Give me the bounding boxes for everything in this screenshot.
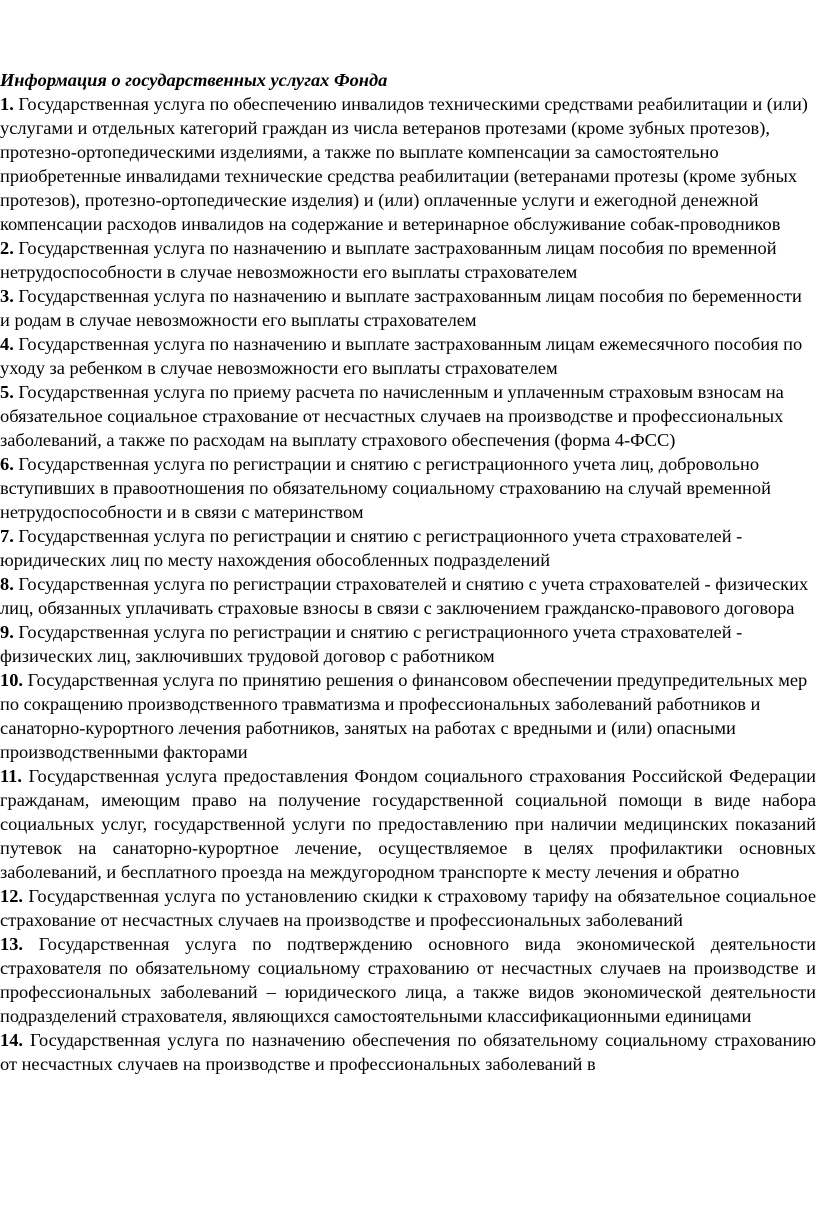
item-number: 4. xyxy=(0,334,14,354)
item-text: Государственная услуга по назначению и выплате застрахованным лицам ежемесячного пособия по уходу за ребенком в случае невозможности его выплаты страхователем xyxy=(0,334,803,378)
item-number: 13. xyxy=(0,934,23,954)
item-number: 11. xyxy=(0,766,22,786)
document-page xyxy=(0,68,816,1076)
item-text: Государственная услуга по назначению и выплате застрахованным лицам пособия по беременности и родам в случае невозможности его выплаты страхователем xyxy=(0,286,802,330)
item-text: Государственная услуга по регистрации и снятию с регистрационного учета лиц, добровольно вступивших в правоотношения по обязательному социальному страхованию на случай временной нетрудоспособности и в связи с материнством xyxy=(0,454,771,522)
item-text: Государственная услуга по регистрации страхователей и снятию с учета страхователей - физических лиц, обязанных уплачивать страховые взносы в связи с заключением гражданско-правового договора xyxy=(0,574,809,618)
item-text: Государственная услуга по обеспечению инвалидов техническими средствами реабилитации и (или) услугами и отдельных категорий граждан из числа ветеранов протезами (кроме зубных протезов), протезно-ортопедическими изделиями, а также по выплате компенсации за самостоятельно приобретенные инвалидами технические средства реабилитации (ветеранами протезы (кроме зубных протезов), протезно-ортопедические изделия) и (или) оплаченные услуги и ежегодной денежной компенсации расходов инвалидов на содержание и ветеринарное обслуживание собак-проводников xyxy=(0,94,808,234)
list-item xyxy=(0,620,816,668)
item-text: Государственная услуга по установлению скидки к страховому тарифу на обязательное социальное страхование от несчастных случаев на производстве и профессиональных заболеваний xyxy=(0,886,816,930)
item-text: Государственная услуга по регистрации и снятию с регистрационного учета страхователей - юридических лиц по месту нахождения обособленных подразделений xyxy=(0,526,743,570)
list-item xyxy=(0,932,816,1028)
item-text: Государственная услуга по принятию решения о финансовом обеспечении предупредительных мер по сокращению производственного травматизма и профессиональных заболеваний работников и санаторно-курортного лечения работников, занятых на работах с вредными и (или) опасными производственными факторами xyxy=(0,670,808,762)
list-item xyxy=(0,524,816,572)
list-item xyxy=(0,236,816,284)
list-item xyxy=(0,668,816,764)
item-number: 14. xyxy=(0,1030,23,1050)
item-number: 1. xyxy=(0,94,14,114)
list-item xyxy=(0,284,816,332)
item-number: 3. xyxy=(0,286,14,306)
item-number: 9. xyxy=(0,622,14,642)
item-text: Государственная услуга по назначению и выплате застрахованным лицам пособия по временной нетрудоспособности в случае невозможности его выплаты страхователем xyxy=(0,238,777,282)
list-item xyxy=(0,332,816,380)
item-text: Государственная услуга по подтверждению основного вида экономической деятельности страхователя по обязательному социальному страхованию от несчастных случаев на производстве и профессиональных заболеваний – юридического лица, а также видов экономической деятельности подразделений страхователя, являющихся самостоятельными классификационными единицами xyxy=(0,934,816,1026)
item-number: 7. xyxy=(0,526,14,546)
list-item xyxy=(0,452,816,524)
item-number: 5. xyxy=(0,382,14,402)
item-text: Государственная услуга предоставления Фондом социального страхования Российской Федерации гражданам, имеющим право на получение государственной социальной помощи в виде набора социальных услуг, государственной услуги по предоставлению при наличии медицинских показаний путевок на санаторно-курортное лечение, осуществляемое в целях профилактики основных заболеваний, и бесплатного проезда на междугородном транспорте к месту лечения и обратно xyxy=(0,766,816,882)
item-text: Государственная услуга по приему расчета по начисленным и уплаченным страховым взносам на обязательное социальное страхование от несчастных случаев на производстве и профессиональных заболеваний, а также по расходам на выплату страхового обеспечения (форма 4-ФСС) xyxy=(0,382,784,450)
list-item xyxy=(0,884,816,932)
item-number: 8. xyxy=(0,574,14,594)
list-item xyxy=(0,380,816,452)
item-number: 12. xyxy=(0,886,23,906)
document-title: Информация о государственных услугах Фонда xyxy=(0,70,388,90)
list-item xyxy=(0,1028,816,1076)
list-item xyxy=(0,92,816,236)
list-item xyxy=(0,764,816,884)
item-number: 2. xyxy=(0,238,14,258)
list-item xyxy=(0,572,816,620)
item-text: Государственная услуга по регистрации и снятию с регистрационного учета страхователей - физических лиц, заключивших трудовой договор с работником xyxy=(0,622,743,666)
item-number: 6. xyxy=(0,454,14,474)
item-text: Государственная услуга по назначению обеспечения по обязательному социальному страхованию от несчастных случаев на производстве и профессиональных заболеваний в xyxy=(0,1030,816,1074)
item-number: 10. xyxy=(0,670,23,690)
